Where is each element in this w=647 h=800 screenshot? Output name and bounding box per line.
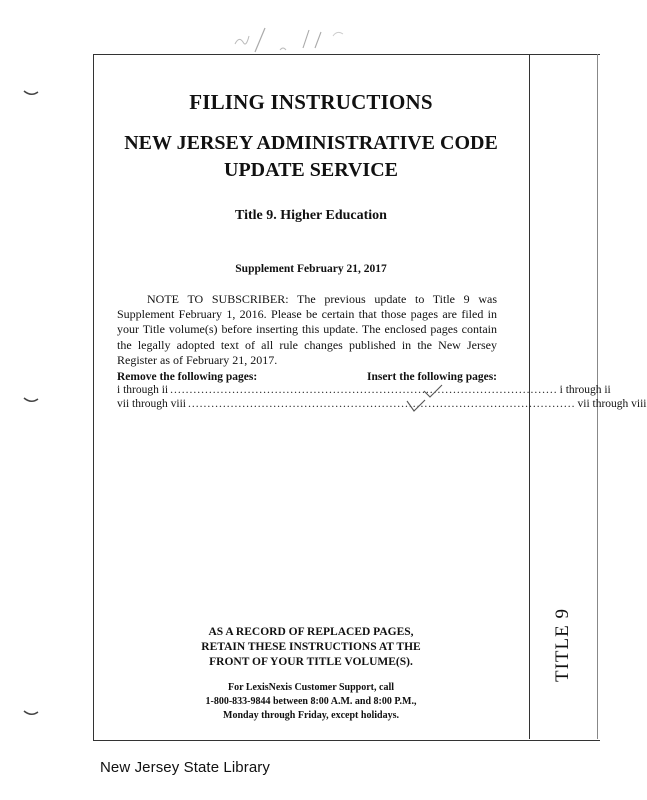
punch-mark-icon — [22, 708, 40, 718]
supplement-date: Supplement February 21, 2017 — [235, 263, 387, 275]
table-row — [117, 398, 647, 412]
dot-leader: .................................................................................................... — [170, 384, 558, 396]
check-mark-icon — [422, 384, 444, 398]
support-line3: Monday through Friday, except holidays. — [223, 710, 399, 721]
code-heading-line1: NEW JERSEY ADMINISTRATIVE CODE — [124, 132, 498, 154]
support-line1: For LexisNexis Customer Support, call — [227, 682, 394, 693]
check-mark-icon — [405, 398, 427, 412]
punch-mark-icon — [22, 88, 40, 98]
dot-leader: .................................................................................................... — [188, 398, 576, 410]
code-heading-line2: UPDATE SERVICE — [224, 159, 398, 181]
insert-pages-cell: i through ii — [559, 384, 611, 396]
title-heading: Title 9. Higher Education — [235, 208, 387, 223]
punch-mark-icon — [22, 395, 40, 405]
record-notice-line1: AS A RECORD OF REPLACED PAGES, — [208, 626, 414, 638]
tab-label: TITLE 9 — [552, 608, 573, 683]
customer-support-info — [93, 681, 529, 723]
record-notice-line3: FRONT OF YOUR TITLE VOLUME(S). — [209, 656, 413, 668]
record-notice-line2: RETAIN THESE INSTRUCTIONS AT THE — [201, 641, 421, 653]
record-notice — [93, 625, 529, 670]
remove-pages-cell: vii through viii — [117, 398, 186, 410]
handwritten-scribble — [225, 22, 365, 56]
filing-instructions-heading: FILING INSTRUCTIONS — [189, 90, 433, 114]
remove-pages-cell: i through ii — [117, 384, 169, 396]
library-stamp: New Jersey State Library — [100, 759, 270, 776]
tab-divider — [529, 54, 530, 739]
insert-pages-heading: Insert the following pages: — [366, 371, 497, 383]
code-heading — [93, 130, 529, 184]
tab-edge — [597, 54, 598, 739]
support-line2: 1-800-833-9844 between 8:00 A.M. and 8:00 P.M., — [205, 696, 417, 707]
note-to-subscriber: NOTE TO SUBSCRIBER: The previous update to Title 9 was Supplement February 1, 2016. Please be certain that those pages are filed in your Title volume(s) before inserting this update. The enclosed pages contain the legally adopted text of all rule changes published in the New Jersey Register as of February 21, 2017. — [117, 292, 497, 367]
insert-pages-cell: vii through viii — [577, 398, 647, 410]
remove-pages-heading: Remove the following pages: — [117, 371, 258, 383]
